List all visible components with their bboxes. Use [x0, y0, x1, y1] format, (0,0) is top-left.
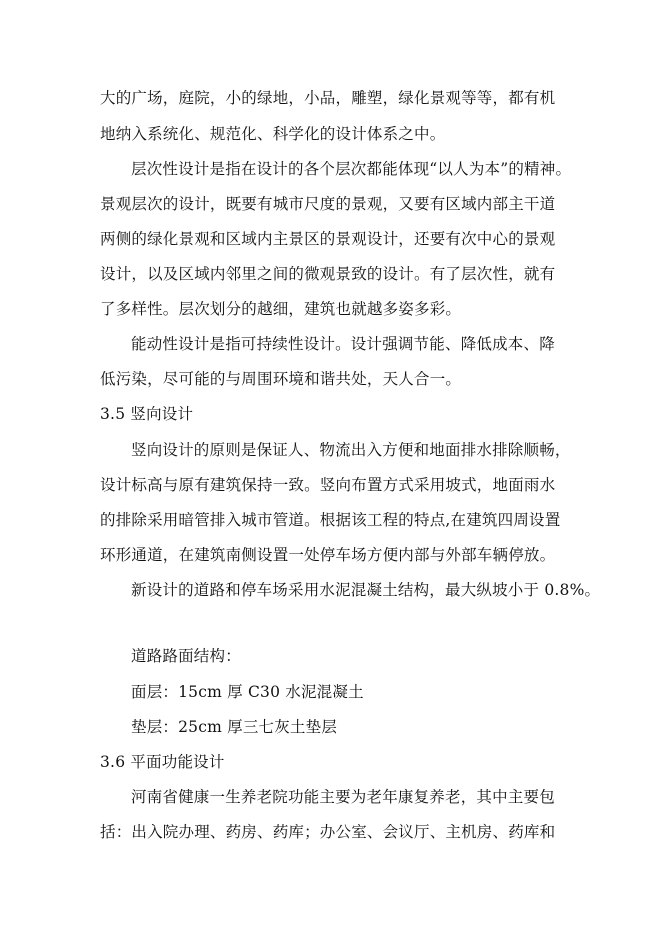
- paragraph-line: 括：出入院办理、药房、药库；办公室、会议厅、主机房、药库和: [100, 823, 556, 841]
- paragraph-line: 环形通道，在建筑南侧设置一处停车场方便内部与外部车辆停放。: [100, 546, 556, 564]
- paragraph-line: 低污染，尽可能的与周围环境和谐共处，天人合一。: [100, 370, 462, 388]
- paragraph-line: 大的广场，庭院，小的绿地，小品，雕塑，绿化景观等等，都有机: [100, 89, 556, 107]
- paragraph-line: 设计，以及区域内邻里之间的微观景致的设计。有了层次性，就有: [100, 265, 556, 283]
- paragraph-line: 河南省健康一生养老院功能主要为老年康复养老，其中主要包: [131, 788, 555, 806]
- paragraph-line: 面层：15cm 厚 C30 水泥混凝土: [131, 683, 364, 701]
- paragraph-line: 了多样性。层次划分的越细，建筑也就越多姿多彩。: [100, 300, 462, 318]
- paragraph-line: 竖向设计的原则是保证人、物流出入方便和地面排水排除顺畅，: [131, 441, 571, 459]
- paragraph-line: 垫层：25cm 厚三七灰土垫层: [131, 718, 338, 736]
- paragraph-line: 地纳入系统化、规范化、科学化的设计体系之中。: [100, 125, 446, 143]
- paragraph-line: 设计标高与原有建筑保持一致。竖向布置方式采用坡式，地面雨水: [100, 476, 556, 494]
- paragraph-line: 的排除采用暗管排入城市管道。根据该工程的特点,在建筑四周设置: [100, 511, 561, 529]
- paragraph-line: 层次性设计是指在设计的各个层次都能体现“以人为本”的精神。: [131, 160, 572, 178]
- paragraph-line: 新设计的道路和停车场采用水泥混凝土结构，最大纵坡小于 0.8%。: [131, 581, 601, 599]
- section-heading: 3.5 竖向设计: [100, 405, 194, 423]
- paragraph-line: 能动性设计是指可持续性设计。设计强调节能、降低成本、降: [131, 335, 555, 353]
- paragraph-line: 道路路面结构：: [131, 647, 241, 665]
- section-heading: 3.6 平面功能设计: [100, 753, 225, 771]
- paragraph-line: 景观层次的设计，既要有城市尺度的景观，又要有区域内部主干道: [100, 195, 556, 213]
- paragraph-line: 两侧的绿化景观和区域内主景区的景观设计，还要有次中心的景观: [100, 230, 556, 248]
